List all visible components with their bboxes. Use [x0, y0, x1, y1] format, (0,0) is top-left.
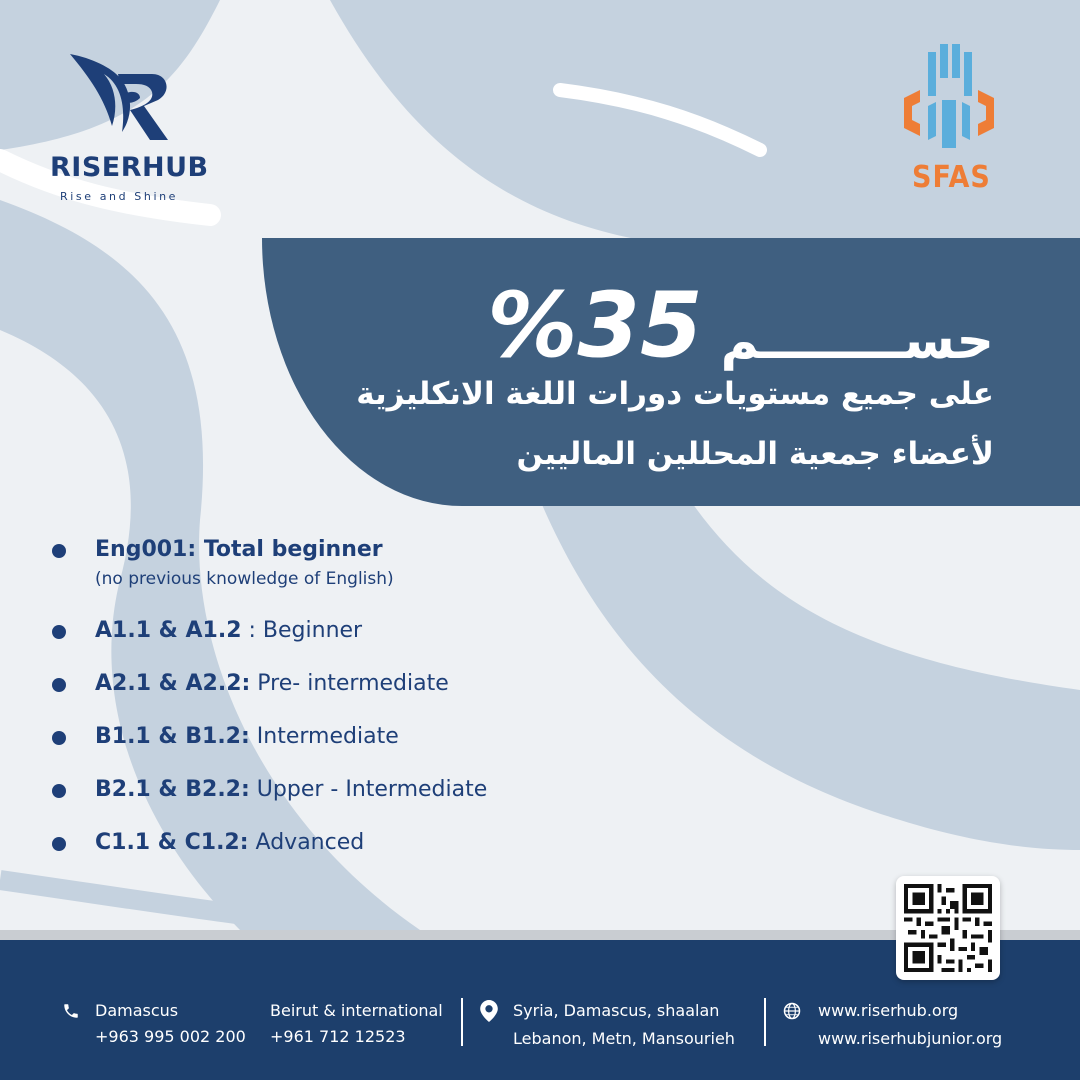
bullet-icon — [52, 784, 66, 798]
list-item — [52, 668, 672, 699]
offer-audience: لأعضاء جمعية المحللين الماليين — [516, 436, 994, 472]
damascus-label: Damascus — [95, 1001, 179, 1020]
beirut-label: Beirut & international — [270, 1001, 443, 1020]
course-level: Upper - Intermediate — [249, 777, 488, 802]
course-level: Advanced — [248, 830, 365, 855]
course-code: Eng001: Total beginner — [95, 537, 383, 562]
website-riserhub[interactable]: www.riserhub.org — [818, 1001, 959, 1020]
course-level: : Beginner — [241, 618, 363, 643]
footer-divider — [764, 998, 766, 1046]
list-item — [52, 827, 672, 858]
riserhub-wordmark: RISERHUB — [50, 152, 209, 183]
location-pin-icon — [480, 1000, 498, 1022]
list-item — [52, 721, 672, 752]
discount-word: حســــــــم — [720, 311, 994, 371]
course-level: Intermediate — [249, 724, 399, 749]
qr-code[interactable] — [896, 876, 1000, 980]
address-lebanon: Lebanon, Metn, Mansourieh — [513, 1029, 735, 1048]
eagle-r-icon — [60, 48, 170, 148]
bullet-icon — [52, 837, 66, 851]
list-item — [52, 774, 672, 805]
riserhub-tagline: Rise and Shine — [60, 190, 179, 203]
list-item — [52, 615, 672, 646]
course-code: A1.1 & A1.2 — [95, 618, 242, 643]
course-note: (no previous knowledge of English) — [95, 569, 394, 589]
website-riserhub-junior[interactable]: www.riserhubjunior.org — [818, 1029, 1003, 1048]
sfas-emblem-icon — [896, 44, 1002, 148]
beirut-phone[interactable]: +961 712 12523 — [270, 1027, 406, 1046]
qr-code-icon — [904, 884, 992, 972]
bullet-icon — [52, 544, 66, 558]
phone-icon — [62, 1002, 80, 1020]
bullet-icon — [52, 678, 66, 692]
offer-description: على جميع مستويات دورات اللغة الانكليزية — [356, 376, 994, 412]
sfas-wordmark: SFAS — [912, 160, 991, 195]
riserhub-logo — [46, 48, 209, 208]
discount-value: %35 — [487, 273, 703, 378]
globe-icon — [783, 1002, 801, 1020]
bullet-icon — [52, 731, 66, 745]
discount-headline — [487, 256, 994, 376]
offer-panel — [262, 238, 1080, 506]
course-code: C1.1 & C1.2: — [95, 830, 249, 855]
bullet-icon — [52, 625, 66, 639]
course-code: A2.1 & A2.2: — [95, 671, 251, 696]
sfas-logo — [890, 44, 1010, 204]
address-syria: Syria, Damascus, shaalan — [513, 1001, 720, 1020]
course-code: B2.1 & B2.2: — [95, 777, 250, 802]
list-item — [52, 534, 672, 593]
damascus-phone[interactable]: +963 995 002 200 — [95, 1027, 246, 1046]
footer-divider — [461, 998, 463, 1046]
course-levels-list — [52, 534, 672, 880]
course-code: B1.1 & B1.2: — [95, 724, 250, 749]
course-level: Pre- intermediate — [250, 671, 449, 696]
